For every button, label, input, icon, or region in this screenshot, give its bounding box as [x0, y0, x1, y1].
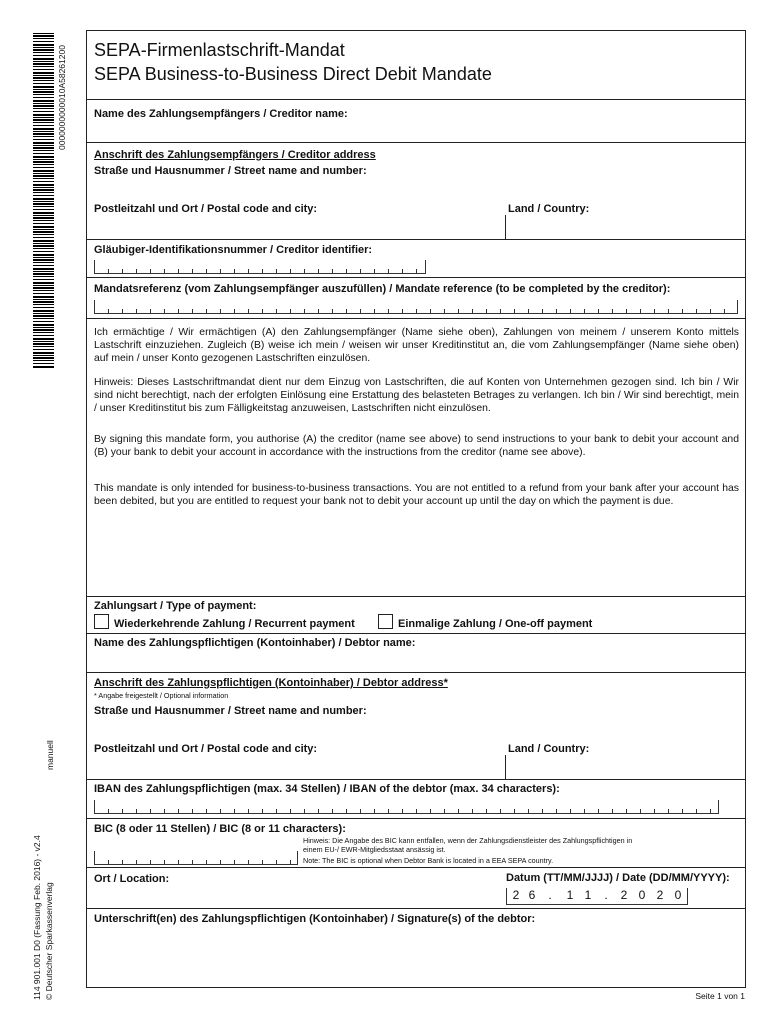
date-char: 2 — [512, 888, 520, 902]
divider — [86, 867, 746, 868]
divider — [86, 142, 746, 143]
date-char: 2 — [656, 888, 664, 902]
date-char: 1 — [584, 888, 592, 902]
barcode — [33, 33, 54, 368]
iban-field[interactable] — [94, 800, 719, 814]
oneoff-payment-checkbox[interactable] — [378, 614, 393, 629]
creditor-name-label: Name des Zahlungsempfängers / Creditor name: — [94, 108, 348, 120]
mandate-reference-label: Mandatsreferenz (vom Zahlungsempfänger auszufüllen) / Mandate reference (to be completed by the creditor): — [94, 283, 671, 295]
creditor-country-label: Land / Country: — [508, 203, 590, 215]
creditor-identifier-label: Gläubiger-Identifikationsnummer / Creditor identifier: — [94, 244, 373, 256]
page-number: Seite 1 von 1 — [695, 991, 745, 1001]
date-char: 0 — [674, 888, 682, 902]
country-divider — [505, 755, 506, 779]
date-char: . — [548, 888, 552, 902]
barcode-number: 0000000000010A58261200 — [57, 45, 67, 150]
iban-label: IBAN des Zahlungspflichtigen (max. 34 Stellen) / IBAN of the debtor (max. 34 characters): — [94, 783, 560, 795]
bic-field[interactable] — [94, 851, 298, 865]
creditor-postal-label: Postleitzahl und Ort / Postal code and city: — [94, 203, 318, 215]
date-field[interactable] — [506, 888, 688, 905]
debtor-street-label: Straße und Hausnummer / Street name and number: — [94, 705, 367, 717]
creditor-address-heading: Anschrift des Zahlungsempfängers / Creditor address — [94, 149, 376, 161]
publisher: © Deutscher Sparkassenverlag — [44, 882, 54, 1000]
divider — [86, 633, 746, 634]
mandate-text-de-2: Hinweis: Dieses Lastschriftmandat dient nur dem Einzug von Lastschriften, die auf Konten von Unternehmen gezogen sind. Ich bin / Wir sind nicht berechtigt, nach der erfolgten Einlösung eine Erstattung des belasteten Betrages zu verlangen. Ich bin / Wir sind berechtigt, mein / unser Kreditinstitut bis zum Fälligkeitstag anzuweisen, Lastschriften nicht einzulösen. — [94, 377, 739, 415]
creditor-identifier-field[interactable] — [94, 260, 426, 274]
payment-type-label: Zahlungsart / Type of payment: — [94, 600, 257, 612]
creditor-street-label: Straße und Hausnummer / Street name and number: — [94, 165, 367, 177]
bic-note-3: Note: The BIC is optional when Debtor Bank is located in a EEA SEPA country. — [303, 856, 554, 865]
bic-label: BIC (8 oder 11 Stellen) / BIC (8 or 11 characters): — [94, 823, 346, 835]
divider — [86, 818, 746, 819]
divider — [86, 318, 746, 319]
date-char: . — [604, 888, 608, 902]
recurrent-payment-checkbox[interactable] — [94, 614, 109, 629]
title-de: SEPA-Firmenlastschrift-Mandat — [94, 40, 345, 60]
mandate-text-de-1: Ich ermächtige / Wir ermächtigen (A) den Zahlungsempfänger (Name siehe oben), Zahlungen von meinem / unserem Konto mittels Lastschrift einzuziehen. Zugleich (B) weise ich mein / weisen wir unser Kreditinstitut an, die vom Zahlungsempfänger (Name siehe oben) auf mein / unser Konto gezogenen Lastschriften einzulösen. — [94, 327, 739, 365]
debtor-address-heading: Anschrift des Zahlungspflichtigen (Kontoinhaber) / Debtor address* — [94, 677, 448, 689]
divider — [86, 99, 746, 100]
bic-note-2: einem EU-/ EWR-Mitgliedsstaat ansässig ist. — [303, 845, 446, 854]
mandate-text-en-2: This mandate is only intended for business-to-business transactions. You are not entitled to a refund from your bank after your account has been debited, but you are entitled to request your bank not to debit your account up until the day on which the payment is due. — [94, 483, 739, 508]
location-label: Ort / Location: — [94, 873, 170, 885]
bic-note-1: Hinweis: Die Angabe des BIC kann entfallen, wenn der Zahlungsdienstleister des Zahlungspflichtigen in — [303, 836, 633, 845]
mandate-text-en-1: By signing this mandate form, you authorise (A) the creditor (name see above) to send instructions to your bank to debit your account and (B) your bank to debit your account in accordance with the instructions from the creditor (name see above). — [94, 434, 739, 459]
divider — [86, 779, 746, 780]
divider — [86, 277, 746, 278]
divider — [86, 908, 746, 909]
title-en: SEPA Business-to-Business Direct Debit Mandate — [94, 64, 492, 84]
debtor-name-label: Name des Zahlungspflichtigen (Kontoinhaber) / Debtor name: — [94, 637, 416, 649]
divider — [86, 239, 746, 240]
divider — [86, 596, 746, 597]
mandate-reference-field[interactable] — [94, 300, 738, 314]
date-char: 2 — [620, 888, 628, 902]
debtor-country-label: Land / Country: — [508, 743, 590, 755]
date-char: 1 — [566, 888, 574, 902]
manual-label: manuell — [45, 740, 55, 770]
debtor-postal-label: Postleitzahl und Ort / Postal code and city: — [94, 743, 318, 755]
signature-area[interactable] — [90, 930, 742, 984]
optional-info-note: * Angabe freigestellt / Optional information — [94, 691, 229, 700]
date-label: Datum (TT/MM/JJJJ) / Date (DD/MM/YYYY): — [506, 872, 730, 884]
form-version: 114 901.001 D0 (Fassung Feb. 2016) - v2.4 — [32, 835, 42, 1000]
date-char: 6 — [528, 888, 536, 902]
divider — [86, 672, 746, 673]
country-divider — [505, 215, 506, 239]
date-char: 0 — [638, 888, 646, 902]
recurrent-payment-label: Wiederkehrende Zahlung / Recurrent payment — [114, 618, 355, 630]
form-title — [94, 38, 492, 86]
signature-label: Unterschrift(en) des Zahlungspflichtigen (Kontoinhaber) / Signature(s) of the debtor: — [94, 913, 536, 925]
oneoff-payment-label: Einmalige Zahlung / One-off payment — [398, 618, 593, 630]
